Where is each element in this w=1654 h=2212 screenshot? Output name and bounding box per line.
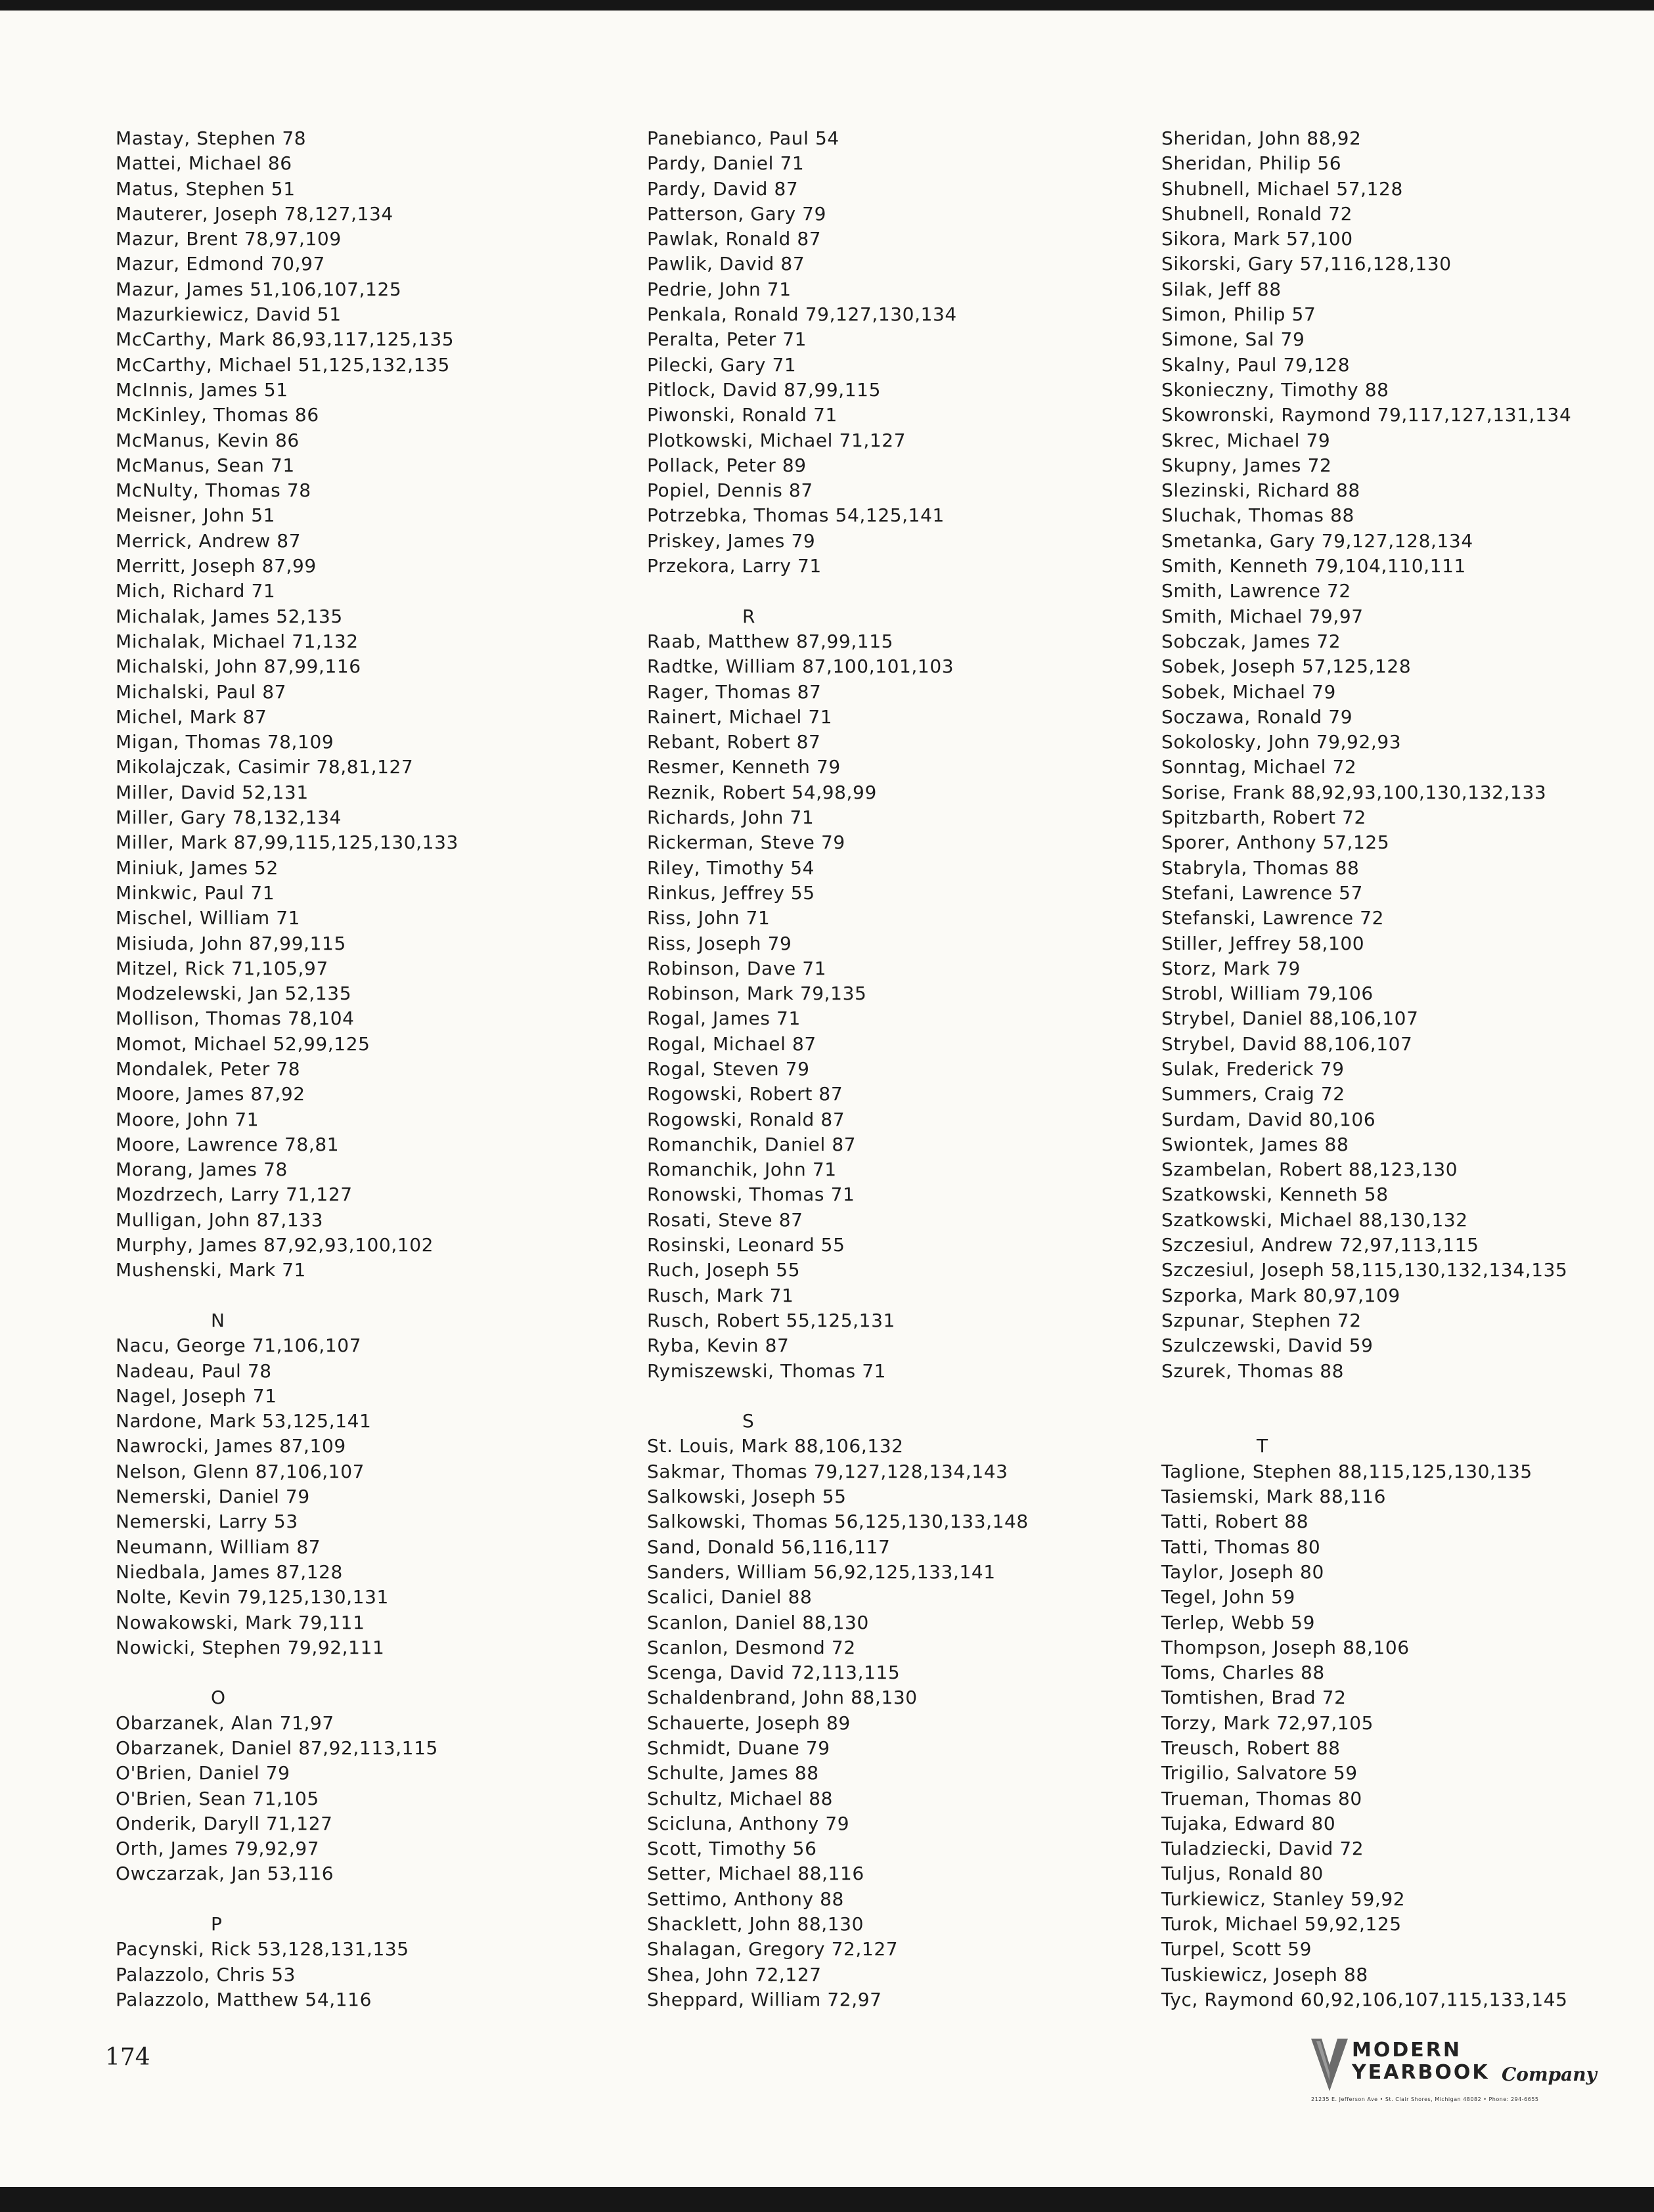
brand-line-2: YEARBOOK (1352, 2061, 1490, 2084)
index-entry: Torzy, Mark 72,97,105 (1161, 1712, 1374, 1734)
index-entry: Sheridan, Philip 56 (1161, 152, 1342, 175)
index-entry: Trigilio, Salvatore 59 (1161, 1762, 1358, 1784)
index-entry: Rogowski, Ronald 87 (647, 1108, 845, 1130)
index-entry: Sakmar, Thomas 79,127,128,134,143 (647, 1460, 1008, 1482)
index-entry: Simon, Philip 57 (1161, 303, 1316, 326)
index-entry: O'Brien, Sean 71,105 (116, 1787, 319, 1809)
index-entry: Michalski, John 87,99,116 (116, 655, 361, 678)
index-entry: Tatti, Thomas 80 (1161, 1536, 1321, 1558)
index-entry: Sporer, Anthony 57,125 (1161, 831, 1390, 854)
index-entry: Miller, Gary 78,132,134 (116, 807, 342, 829)
index-entry: Mattei, Michael 86 (116, 152, 292, 175)
index-entry: McCarthy, Michael 51,125,132,135 (116, 353, 450, 376)
index-entry: Pollack, Peter 89 (647, 454, 807, 476)
index-entry: Ronowski, Thomas 71 (647, 1183, 855, 1206)
index-entry: Schmidt, Duane 79 (647, 1737, 830, 1759)
index-entry: Misiuda, John 87,99,115 (116, 932, 346, 954)
index-entry: Nawrocki, James 87,109 (116, 1435, 346, 1457)
index-entry: Romanchik, Daniel 87 (647, 1133, 857, 1155)
index-entry: Sanders, William 56,92,125,133,141 (647, 1560, 996, 1583)
index-entry: Szczesiul, Andrew 72,97,113,115 (1161, 1234, 1479, 1256)
index-entry: Ryba, Kevin 87 (647, 1335, 790, 1357)
index-entry: Rosinski, Leonard 55 (647, 1234, 845, 1256)
index-entry: Mazur, Edmond 70,97 (116, 253, 325, 275)
index-entry: Resmer, Kenneth 79 (647, 756, 841, 778)
bottom-scan-border (0, 2187, 1654, 2212)
index-entry: Scicluna, Anthony 79 (647, 1812, 850, 1834)
index-entry: Sluchak, Thomas 88 (1161, 504, 1354, 527)
index-column-3 (1161, 126, 1654, 2012)
index-entry: Scott, Timothy 56 (647, 1838, 817, 1860)
index-entry: Scenga, David 72,113,115 (647, 1662, 901, 1684)
index-entry: Miller, David 52,131 (116, 781, 309, 803)
index-entry: Scalici, Daniel 88 (647, 1586, 813, 1608)
index-entry: Scanlon, Daniel 88,130 (647, 1611, 869, 1633)
index-entry: Michalski, Paul 87 (116, 680, 287, 703)
index-entry: Rainert, Michael 71 (647, 705, 833, 728)
index-entry: Tegel, John 59 (1161, 1586, 1295, 1608)
index-entry: Szulczewski, David 59 (1161, 1335, 1374, 1357)
index-entry: Mich, Richard 71 (116, 580, 276, 602)
index-entry: Michel, Mark 87 (116, 705, 267, 728)
index-entry: Stabryla, Thomas 88 (1161, 856, 1360, 879)
index-entry: Riss, Joseph 79 (647, 932, 792, 954)
index-entry: Peralta, Peter 71 (647, 328, 807, 351)
index-entry: Onderik, Daryll 71,127 (116, 1812, 333, 1834)
index-entry: Schaldenbrand, John 88,130 (647, 1687, 918, 1709)
index-entry: Smetanka, Gary 79,127,128,134 (1161, 529, 1473, 552)
index-entry: Nemerski, Daniel 79 (116, 1486, 310, 1508)
index-entry: Moore, John 71 (116, 1108, 259, 1130)
index-entry: Silak, Jeff 88 (1161, 278, 1282, 300)
index-entry: Stefanski, Lawrence 72 (1161, 907, 1385, 929)
index-entry: Reznik, Robert 54,98,99 (647, 781, 877, 803)
index-entry: Nemerski, Larry 53 (116, 1511, 298, 1533)
index-entry: Szpunar, Stephen 72 (1161, 1309, 1362, 1331)
spacer (647, 579, 1146, 604)
index-entry: Sorise, Frank 88,92,93,100,130,132,133 (1161, 781, 1547, 803)
index-entry: Spitzbarth, Robert 72 (1161, 807, 1366, 829)
index-entry: Rogal, Steven 79 (647, 1057, 810, 1080)
index-entry: Nelson, Glenn 87,106,107 (116, 1460, 365, 1482)
index-entry: Turok, Michael 59,92,125 (1161, 1913, 1402, 1936)
index-entry: Tasiemski, Mark 88,116 (1161, 1486, 1386, 1508)
index-entry: Taylor, Joseph 80 (1161, 1560, 1324, 1583)
index-entry: Szporka, Mark 80,97,109 (1161, 1284, 1400, 1306)
index-entry: Szatkowski, Kenneth 58 (1161, 1183, 1389, 1206)
index-entry: Tuskiewicz, Joseph 88 (1161, 1963, 1368, 1985)
section-letter: R (742, 605, 755, 627)
index-entry: Scanlon, Desmond 72 (647, 1636, 856, 1658)
index-entry: Tyc, Raymond 60,92,106,107,115,133,145 (1161, 1988, 1568, 2010)
index-entry: Obarzanek, Alan 71,97 (116, 1712, 334, 1734)
spacer (116, 1283, 615, 1308)
index-entry: Smith, Lawrence 72 (1161, 580, 1351, 602)
spacer (116, 1660, 615, 1685)
index-entry: Rickerman, Steve 79 (647, 831, 845, 854)
index-entry: Nowicki, Stephen 79,92,111 (116, 1636, 385, 1658)
index-entry: Matus, Stephen 51 (116, 177, 296, 200)
index-entry: Swiontek, James 88 (1161, 1133, 1349, 1155)
spacer (1161, 1409, 1654, 1434)
index-entry: Sobczak, James 72 (1161, 630, 1341, 652)
index-entry: Michalak, Michael 71,132 (116, 630, 359, 652)
index-entry: Przekora, Larry 71 (647, 555, 822, 577)
index-entry: Robinson, Dave 71 (647, 957, 827, 979)
index-entry: Mitzel, Rick 71,105,97 (116, 957, 328, 979)
index-entry: Summers, Craig 72 (1161, 1083, 1345, 1105)
index-entry: Mastay, Stephen 78 (116, 127, 307, 149)
index-entry: Pitlock, David 87,99,115 (647, 378, 881, 401)
index-entry: Shubnell, Ronald 72 (1161, 202, 1353, 225)
index-entry: Nardone, Mark 53,125,141 (116, 1410, 372, 1432)
index-entry: Modzelewski, Jan 52,135 (116, 983, 352, 1005)
index-entry: Popiel, Dennis 87 (647, 479, 813, 502)
index-entry: Stefani, Lawrence 57 (1161, 881, 1363, 904)
index-entry: Mischel, William 71 (116, 907, 301, 929)
index-entry: Potrzebka, Thomas 54,125,141 (647, 504, 945, 527)
index-entry: Palazzolo, Matthew 54,116 (116, 1988, 372, 2010)
index-entry: Nadeau, Paul 78 (116, 1360, 272, 1382)
index-entry: Treusch, Robert 88 (1161, 1737, 1341, 1759)
index-entry: Tuladziecki, David 72 (1161, 1838, 1364, 1860)
section-letter: O (211, 1687, 226, 1709)
index-entry: Rosati, Steve 87 (647, 1208, 803, 1231)
index-entry: Sheppard, William 72,97 (647, 1988, 882, 2010)
index-entry: Pacynski, Rick 53,128,131,135 (116, 1938, 409, 1960)
index-entry: Mushenski, Mark 71 (116, 1259, 306, 1281)
index-entry: Thompson, Joseph 88,106 (1161, 1636, 1410, 1658)
index-entry: Obarzanek, Daniel 87,92,113,115 (116, 1737, 438, 1759)
index-column-1 (116, 126, 615, 2012)
index-entry: McKinley, Thomas 86 (116, 404, 319, 426)
index-entry: Mondalek, Peter 78 (116, 1057, 301, 1080)
index-entry: Mollison, Thomas 78,104 (116, 1007, 355, 1030)
index-entry: Turkiewicz, Stanley 59,92 (1161, 1888, 1406, 1910)
index-entry: Szurek, Thomas 88 (1161, 1360, 1345, 1382)
section-letter: P (211, 1913, 222, 1936)
index-entry: Sokolosky, John 79,92,93 (1161, 731, 1402, 753)
index-entry: O'Brien, Daniel 79 (116, 1762, 290, 1784)
index-entry: Sobek, Michael 79 (1161, 680, 1336, 703)
spacer (647, 1384, 1146, 1409)
index-entry: Schauerte, Joseph 89 (647, 1712, 851, 1734)
index-entry: Riley, Timothy 54 (647, 856, 815, 879)
index-entry: Panebianco, Paul 54 (647, 127, 839, 149)
index-entry: Riss, John 71 (647, 907, 771, 929)
index-entry: Robinson, Mark 79,135 (647, 983, 867, 1005)
section-letter: N (211, 1309, 225, 1331)
index-entry: Miller, Mark 87,99,115,125,130,133 (116, 831, 458, 854)
index-entry: Miniuk, James 52 (116, 856, 279, 879)
index-entry: Soczawa, Ronald 79 (1161, 705, 1353, 728)
index-entry: Pawlak, Ronald 87 (647, 228, 822, 250)
index-entry: Richards, John 71 (647, 807, 815, 829)
index-entry: Minkwic, Paul 71 (116, 881, 275, 904)
index-entry: Simone, Sal 79 (1161, 328, 1305, 351)
index-entry: Setter, Michael 88,116 (647, 1863, 864, 1885)
index-entry: McInnis, James 51 (116, 378, 288, 401)
spacer (1161, 1384, 1654, 1409)
index-entry: Pardy, Daniel 71 (647, 152, 805, 175)
index-entry: Trueman, Thomas 80 (1161, 1787, 1362, 1809)
index-entry: Tatti, Robert 88 (1161, 1511, 1309, 1533)
index-entry: Skalny, Paul 79,128 (1161, 353, 1351, 376)
index-entry: McCarthy, Mark 86,93,117,125,135 (116, 328, 455, 351)
publisher-logo (1311, 2033, 1597, 2106)
index-entry: McNulty, Thomas 78 (116, 479, 311, 502)
index-entry: Sikora, Mark 57,100 (1161, 228, 1353, 250)
index-entry: Migan, Thomas 78,109 (116, 731, 334, 753)
index-entry: Storz, Mark 79 (1161, 957, 1301, 979)
index-entry: Nowakowski, Mark 79,111 (116, 1611, 365, 1633)
index-entry: Rager, Thomas 87 (647, 680, 822, 703)
index-entry: Schulte, James 88 (647, 1762, 819, 1784)
index-entry: Skowronski, Raymond 79,117,127,131,134 (1161, 404, 1572, 426)
index-entry: Szambelan, Robert 88,123,130 (1161, 1159, 1458, 1181)
index-entry: Mauterer, Joseph 78,127,134 (116, 202, 393, 225)
index-entry: Mozdrzech, Larry 71,127 (116, 1183, 353, 1206)
section-letter: S (742, 1410, 754, 1432)
index-entry: Shubnell, Michael 57,128 (1161, 177, 1403, 200)
index-entry: Nacu, George 71,106,107 (116, 1335, 362, 1357)
spacer (116, 1887, 615, 1912)
index-entry: Tuljus, Ronald 80 (1161, 1863, 1324, 1885)
index-entry: St. Louis, Mark 88,106,132 (647, 1435, 904, 1457)
index-entry: Salkowski, Joseph 55 (647, 1486, 847, 1508)
index-entry: Sobek, Joseph 57,125,128 (1161, 655, 1412, 678)
index-entry: Slezinski, Richard 88 (1161, 479, 1360, 502)
index-entry: Sikorski, Gary 57,116,128,130 (1161, 253, 1452, 275)
index-entry: Sulak, Frederick 79 (1161, 1057, 1345, 1080)
index-entry: Ruch, Joseph 55 (647, 1259, 801, 1281)
index-entry: Pawlik, David 87 (647, 253, 805, 275)
brand-address: 21235 E. Jefferson Ave • St. Clair Shores, Michigan 48082 • Phone: 294-6655 (1311, 2096, 1539, 2102)
index-entry: Orth, James 79,92,97 (116, 1838, 320, 1860)
index-entry: McManus, Kevin 86 (116, 429, 300, 451)
index-entry: Pilecki, Gary 71 (647, 353, 797, 376)
index-entry: McManus, Sean 71 (116, 454, 295, 476)
index-entry: Mulligan, John 87,133 (116, 1208, 324, 1231)
index-entry: Radtke, William 87,100,101,103 (647, 655, 954, 678)
index-entry: Patterson, Gary 79 (647, 202, 827, 225)
index-entry: Tujaka, Edward 80 (1161, 1812, 1336, 1834)
index-entry: Settimo, Anthony 88 (647, 1888, 844, 1910)
index-entry: Shalagan, Gregory 72,127 (647, 1938, 899, 1960)
index-entry: Strybel, Daniel 88,106,107 (1161, 1007, 1419, 1030)
index-entry: Stiller, Jeffrey 58,100 (1161, 932, 1365, 954)
index-entry: Niedbala, James 87,128 (116, 1560, 343, 1583)
index-entry: Shacklett, John 88,130 (647, 1913, 864, 1936)
index-entry: Skupny, James 72 (1161, 454, 1332, 476)
chevron-logo-icon (1311, 2039, 1348, 2091)
index-entry: Pedrie, John 71 (647, 278, 792, 300)
index-entry: Rinkus, Jeffrey 55 (647, 881, 815, 904)
index-entry: Shea, John 72,127 (647, 1963, 822, 1985)
brand-line-1: MODERN (1352, 2039, 1462, 2062)
brand-company: Company (1502, 2064, 1597, 2085)
index-entry: Owczarzak, Jan 53,116 (116, 1863, 334, 1885)
index-entry: Smith, Kenneth 79,104,110,111 (1161, 555, 1466, 577)
index-entry: Moore, Lawrence 78,81 (116, 1133, 340, 1155)
index-entry: Plotkowski, Michael 71,127 (647, 429, 906, 451)
index-entry: Terlep, Webb 59 (1161, 1611, 1316, 1633)
index-entry: Morang, James 78 (116, 1159, 288, 1181)
index-entry: Meisner, John 51 (116, 504, 276, 527)
index-entry: Rebant, Robert 87 (647, 731, 821, 753)
index-entry: Smith, Michael 79,97 (1161, 605, 1364, 627)
index-entry: Tomtishen, Brad 72 (1161, 1687, 1347, 1709)
index-entry: Momot, Michael 52,99,125 (116, 1032, 370, 1055)
index-entry: Rusch, Mark 71 (647, 1284, 794, 1306)
index-entry: Schultz, Michael 88 (647, 1787, 834, 1809)
index-entry: Skrec, Michael 79 (1161, 429, 1331, 451)
index-entry: Romanchik, John 71 (647, 1159, 837, 1181)
index-entry: Sonntag, Michael 72 (1161, 756, 1357, 778)
index-entry: Rogal, Michael 87 (647, 1032, 816, 1055)
index-entry: Michalak, James 52,135 (116, 605, 343, 627)
index-entry: Raab, Matthew 87,99,115 (647, 630, 894, 652)
index-entry: Rogal, James 71 (647, 1007, 801, 1030)
index-entry: Sand, Donald 56,116,117 (647, 1536, 891, 1558)
index-entry: Nolte, Kevin 79,125,130,131 (116, 1586, 389, 1608)
index-entry: Mazurkiewicz, David 51 (116, 303, 342, 326)
index-entry: Szatkowski, Michael 88,130,132 (1161, 1208, 1468, 1231)
index-entry: Penkala, Ronald 79,127,130,134 (647, 303, 957, 326)
index-entry: Turpel, Scott 59 (1161, 1938, 1312, 1960)
index-entry: Neumann, William 87 (116, 1536, 321, 1558)
index-entry: Skonieczny, Timothy 88 (1161, 378, 1389, 401)
index-entry: Salkowski, Thomas 56,125,130,133,148 (647, 1511, 1029, 1533)
index-column-2 (647, 126, 1146, 2012)
index-entry: Toms, Charles 88 (1161, 1662, 1325, 1684)
section-letter: T (1257, 1435, 1268, 1457)
index-entry: Nagel, Joseph 71 (116, 1384, 277, 1407)
page-number: 174 (105, 2044, 150, 2071)
index-entry: Rogowski, Robert 87 (647, 1083, 843, 1105)
index-entry: Mikolajczak, Casimir 78,81,127 (116, 756, 414, 778)
index-entry: Rusch, Robert 55,125,131 (647, 1309, 895, 1331)
index-entry: Taglione, Stephen 88,115,125,130,135 (1161, 1460, 1532, 1482)
index-entry: Merritt, Joseph 87,99 (116, 555, 317, 577)
index-entry: Piwonski, Ronald 71 (647, 404, 838, 426)
index-entry: Priskey, James 79 (647, 529, 816, 552)
index-entry: Szczesiul, Joseph 58,115,130,132,134,135 (1161, 1259, 1568, 1281)
index-entry: Murphy, James 87,92,93,100,102 (116, 1234, 434, 1256)
index-entry: Mazur, Brent 78,97,109 (116, 228, 342, 250)
index-entry: Pardy, David 87 (647, 177, 799, 200)
index-entry: Strybel, David 88,106,107 (1161, 1032, 1413, 1055)
top-scan-border (0, 0, 1654, 11)
index-entry: Strobl, William 79,106 (1161, 983, 1374, 1005)
index-entry: Surdam, David 80,106 (1161, 1108, 1376, 1130)
index-entry: Mazur, James 51,106,107,125 (116, 278, 402, 300)
index-entry: Rymiszewski, Thomas 71 (647, 1360, 887, 1382)
index-entry: Palazzolo, Chris 53 (116, 1963, 296, 1985)
index-entry: Moore, James 87,92 (116, 1083, 305, 1105)
index-entry: Merrick, Andrew 87 (116, 529, 302, 552)
index-entry: Sheridan, John 88,92 (1161, 127, 1362, 149)
